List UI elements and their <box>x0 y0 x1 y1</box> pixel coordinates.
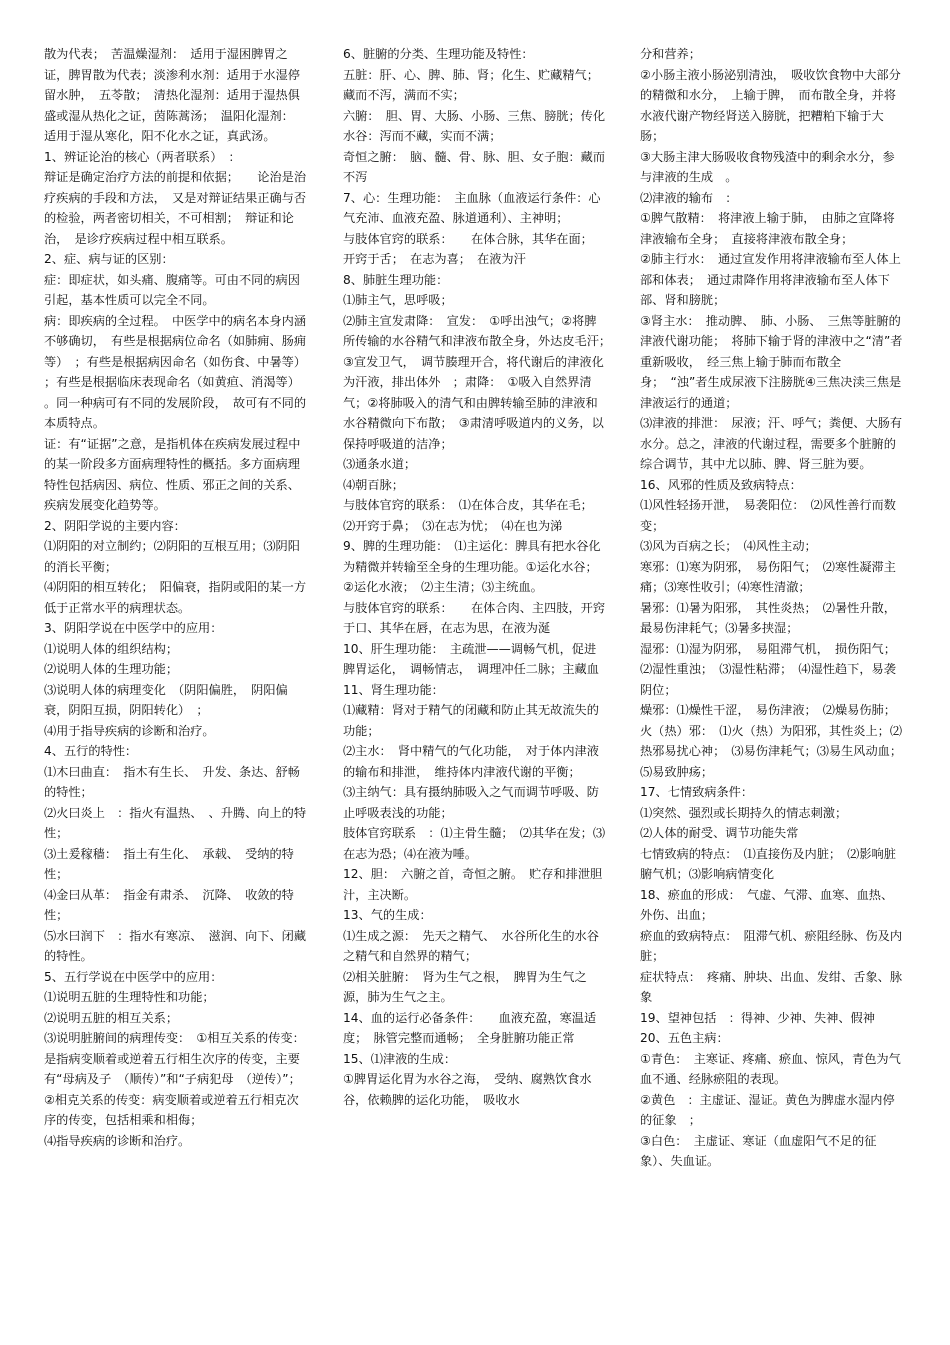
text-paragraph: ⑶土爰稼穑： 指土有生化、 承载、 受纳的特性； <box>44 846 294 881</box>
text-paragraph: 5、五行学说在中医学中的应用： <box>44 969 223 984</box>
text-paragraph: 11、肾生理功能： <box>343 682 444 697</box>
text-paragraph: ⑴肺主气，思呼吸； <box>343 293 453 307</box>
text-paragraph: 与肢体官窍的联系： 在体合脉，其华在面； 开窍于舌； 在志为喜； 在液为汗 <box>343 231 599 266</box>
text-paragraph: ⑶主纳气：具有摄纳肺吸入之气而调节呼吸、防止呼吸表浅的功能； <box>343 785 599 820</box>
text-paragraph: ⑷用于指导疾病的诊断和治疗。 <box>44 723 215 738</box>
text-paragraph: 2、症、病与证的区别： <box>44 252 174 266</box>
text-paragraph: 湿邪：⑴湿为阴邪， 易阻滞气机， 损伤阳气；⑵湿性重浊； ⑶湿性粘滞； ⑷湿性趋下，易袭阴位； <box>640 641 896 697</box>
text-paragraph: ②黄色 ：主虚证、湿证。黄色为脾虚水湿内停的征象 ； <box>640 1092 895 1127</box>
text-paragraph: 火（热）邪： ⑴火（热）为阳邪，其性炎上；⑵热邪易扰心神； ⑶易伤津耗气；⑶易生风动血；⑸易致肿疡； <box>640 723 903 779</box>
text-paragraph: ⑵人体的耐受、调节功能失常 <box>640 826 799 840</box>
text-paragraph: ③大肠主津大肠吸收食物残渣中的剩余水分，参与津液的生成 。 <box>640 149 895 184</box>
text-column-left <box>44 44 313 1151</box>
text-paragraph: ⑷朝百脉； <box>343 477 404 492</box>
text-paragraph: 15、⑴津液的生成： <box>343 1051 457 1066</box>
text-paragraph: ⑴生成之源： 先天之精气、 水谷所化生的水谷之精气和自然界的精气； <box>343 928 599 963</box>
text-paragraph: 暑邪：⑴暑为阳邪， 其性炎热； ⑵暑性升散，最易伤津耗气；⑶暑多挟湿； <box>640 600 896 635</box>
text-paragraph: 瘀血的致病特点： 阻滞气机、瘀阻经脉、伤及内脏； <box>640 928 903 963</box>
text-paragraph: ⑶说明脏腑间的病理传变： ①相互关系的传变：是指病变顺着或逆着五行相生次序的传变，主要有“母病及子 （顺传）”和“子病犯母 （逆传）”；②相克关系的传变：病变顺着或逆着五行相克次序的传变，包括相乘和相侮； <box>44 1031 305 1127</box>
text-column-right <box>640 44 905 1172</box>
text-paragraph: 10、肝生理功能： 主疏泄——调畅气机，促进脾胃运化， 调畅情志， 调理冲任二脉；主藏血 <box>343 641 599 676</box>
text-paragraph: 9、脾的生理功能： ⑴主运化：脾具有把水谷化为精微并转输至全身的生理功能。①运化水谷； ②运化水液； ⑵主生清；⑶主统血。 <box>343 539 604 594</box>
text-paragraph: 散为代表； 苦温燥湿剂： 适用于湿困脾胃之证，脾胃散为代表；淡渗利水剂：适用于水湿停留水肿， 五苓散； 清热化湿剂：适用于湿热俱盛或湿从热化之证，茵陈蒿汤； 温阳化湿剂： 适用于湿从寒化，阳不化水之证，真武汤。 <box>44 47 300 143</box>
text-paragraph: 18、瘀血的形成： 气虚、气滞、血寒、血热、外伤、出血； <box>640 887 894 922</box>
text-paragraph: 辩证是确定治疗方法的前提和依据； 论治是治疗疾病的手段和方法， 又是对辩证结果正确与否的检验，两者密切相关，不可相割； 辩证和论治， 是诊疗疾病过程中相互联系。 <box>44 170 307 246</box>
text-paragraph: 分和营养； <box>640 47 701 61</box>
text-paragraph: ⑴阴阳的对立制约；⑵阴阳的互根互用；⑶阴阳的消长平衡； <box>44 539 300 574</box>
text-paragraph: ⑵说明人体的生理功能； <box>44 662 179 676</box>
text-paragraph: ⑵肺主宣发肃降： 宣发： ①呼出浊气；②将脾所传输的水谷精气和津液布散全身，外达皮毛汗； ③宣发卫气， 调节腠理开合，将代谢后的津液化为汗液，排出体外 ；肃降： ①吸入自然界清气；②将肺吸入的清气和由脾转输至肺的津液和水谷精微向下布散； ③肃清呼吸道内的义务，以保持呼吸道的洁净； <box>343 313 618 451</box>
text-paragraph: 病：即疾病的全过程。 中医学中的病名本身内涵不够确切， 有些是根据病位命名（如肺痈、肠痈等） ；有些是根据病因命名（如伤食、中暑等） ；有些是根据临床表现命名（如黄疸、消渴等） 。同一种病可有不同的发展阶段， 故可有不同的本质特点。 <box>44 313 313 430</box>
text-paragraph: ①脾气散精： 将津液上输于肺， 由肺之宣降将津液输布全身； 直接将津液布散全身； <box>640 211 895 246</box>
text-paragraph: 20、五色主病： <box>640 1031 729 1045</box>
text-paragraph: 六腑： 胆、胃、大肠、小肠、三焦、膀胱；传化水谷：泻而不藏，实而不满； <box>343 108 606 143</box>
text-paragraph: 症：即症状，如头痛、腹痛等。可由不同的病因引起，基本性质可以完全不同。 <box>44 272 300 307</box>
text-paragraph: ①脾胃运化胃为水谷之海， 受纳、腐熟饮食水谷，依赖脾的运化功能， 吸收水 <box>343 1072 592 1107</box>
text-paragraph: 17、七情致病条件： <box>640 785 754 799</box>
text-paragraph: ⑵相关脏腑： 肾为生气之根， 脾胃为生气之源，肺为生气之主。 <box>343 969 587 1004</box>
text-paragraph: 19、望神包括 ：得神、少神、失神、假神 <box>640 1010 875 1025</box>
text-paragraph: ③肾主水： 推动脾、 肺、小肠、 三焦等脏腑的津液代谢功能； 将肺下输于肾的津液中之“清”者重新吸收， 经三焦上输于肺而布散全身； “浊”者生成尿液下注膀胱④三焦决渎三焦是津液运行的通道； <box>640 313 903 410</box>
text-paragraph: ⑵火曰炎上 ：指火有温热、 、升腾、向上的特性； <box>44 805 307 840</box>
text-paragraph: ⑶津液的排泄： 尿液；汗、呼气；粪便、大肠有水分。总之，津液的代谢过程，需要多个脏腑的综合调节，其中尤以肺、脾、肾三脏为要。 <box>640 416 903 471</box>
text-paragraph: 13、气的生成： <box>343 908 432 922</box>
text-paragraph: 寒邪：⑴寒为阴邪， 易伤阳气； ⑵寒性凝滞主痛；⑶寒性收引；⑷寒性清澈； <box>640 559 896 594</box>
text-paragraph: ⑶风为百病之长； ⑷风性主动； <box>640 539 817 553</box>
text-paragraph: 肢体官窍联系 ：⑴主骨生髓； ⑵其华在发；⑶在志为恐；⑷在液为唾。 <box>343 826 606 861</box>
text-paragraph: 症状特点： 疼痛、肿块、出血、发绀、舌象、脉象 <box>640 969 903 1004</box>
text-paragraph: ⑵津液的输布 ： <box>640 190 738 205</box>
text-paragraph: ①青色： 主寒证、疼痛、瘀血、惊风，青色为气血不通、经脉瘀阻的表现。 <box>640 1051 901 1086</box>
text-paragraph: ⑴突然、强烈或长期持久的情志刺激； <box>640 805 848 820</box>
text-paragraph: ⑷阴阳的相互转化； 阳偏衰，指阴或阳的某一方低于正常水平的病理状态。 <box>44 580 307 615</box>
text-paragraph: ⑵主水： 肾中精气的气化功能， 对于体内津液的输布和排泄， 维持体内津液代谢的平衡； <box>343 744 599 779</box>
text-paragraph: ⑴说明五脏的生理特性和功能； <box>44 990 215 1004</box>
text-paragraph: 7、心：生理功能： 主血脉（血液运行条件：心气充沛、血液充盈、脉道通利）、主神明； <box>343 190 601 225</box>
text-paragraph: 奇恒之腑： 脑、髓、骨、脉、胆、女子胞：藏而不泻 <box>343 149 606 184</box>
text-paragraph: 证：有“证据”之意，是指机体在疾病发展过程中的某一阶段多方面病理特性的概括。多方面病理特性包括病因、病位、性质、邪正之间的关系、 疾病发展变化趋势等。 <box>44 436 307 512</box>
text-paragraph: 8、肺脏生理功能： <box>343 272 449 287</box>
text-paragraph: 燥邪：⑴燥性干涩， 易伤津液； ⑵燥易伤肺； <box>640 703 896 717</box>
text-paragraph: 4、五行的特性： <box>44 744 138 758</box>
text-paragraph: 与肢体官窍的联系： 在体合肉、主四肢，开窍于口、其华在唇，在志为思，在液为涎 <box>343 600 606 635</box>
text-paragraph: 1、辨证论治的核心（两者联系） ： <box>44 149 241 164</box>
text-paragraph: 3、阴阳学说在中医学中的应用： <box>44 621 223 635</box>
text-paragraph: ⑶通条水道； <box>343 457 417 471</box>
text-paragraph: ⑷金曰从革： 指金有肃杀、 沉降、 收敛的特性； <box>44 887 294 922</box>
text-paragraph: 2、阴阳学说的主要内容： <box>44 518 186 533</box>
text-paragraph: 与肢体官窍的联系： ⑴在体合皮，其华在毛； ⑵开窍于鼻； ⑶在志为忧； ⑷在也为涕 <box>343 498 599 533</box>
text-paragraph: 五脏：肝、心、脾、肺、肾；化生、贮藏精气；藏而不泻，满而不实； <box>343 67 599 102</box>
text-paragraph: ⑴说明人体的组织结构； <box>44 641 179 656</box>
text-paragraph: 16、风邪的性质及致病特点： <box>640 477 802 492</box>
text-paragraph: ⑵说明五脏的相互关系； <box>44 1010 179 1025</box>
text-paragraph: ⑶说明人体的病理变化 （阴阳偏胜， 阴阳偏衰，阴阳互损，阴阳转化） ； <box>44 682 288 717</box>
text-paragraph: ⑴藏精：肾对于精气的闭藏和防止其无故流失的功能； <box>343 703 599 738</box>
text-paragraph: ⑴风性轻扬开泄， 易袭阳位： ⑵风性善行而数变； <box>640 498 896 533</box>
text-paragraph: 七情致病的特点： ⑴直接伤及内脏； ⑵影响脏腑气机；⑶影响病情变化 <box>640 846 896 881</box>
text-paragraph: ⑸水曰润下 ：指水有寒凉、 滋润、向下、闭藏的特性。 <box>44 928 307 963</box>
text-paragraph: ③白色： 主虚证、寒证（血虚阳气不足的征象）、失血证。 <box>640 1133 877 1168</box>
text-paragraph: ②肺主行水： 通过宣发作用将津液输布至人体上部和体表； 通过肃降作用将津液输布至人体下部、肾和膀胱； <box>640 252 901 307</box>
text-paragraph: 14、血的运行必备条件： 血液充盈，寒温适度； 脉管完整而通畅； 全身脏腑功能正常 <box>343 1010 597 1045</box>
text-paragraph: ②小肠主液小肠泌别清浊， 吸收饮食物中大部分的精微和水分， 上输于脾， 而布散全身，并将水液代谢产物经肾送入膀胱，把糟粕下输于大肠； <box>640 67 901 143</box>
text-paragraph: ⑴木曰曲直： 指木有生长、 升发、条达、舒畅的特性； <box>44 764 300 799</box>
text-column-middle <box>343 44 618 1110</box>
text-paragraph: 12、胆： 六腑之首，奇恒之腑。 贮存和排泄胆汁，主决断。 <box>343 867 603 902</box>
text-paragraph: ⑷指导疾病的诊断和治疗。 <box>44 1133 191 1148</box>
text-paragraph: 6、脏腑的分类、生理功能及特性： <box>343 47 534 61</box>
